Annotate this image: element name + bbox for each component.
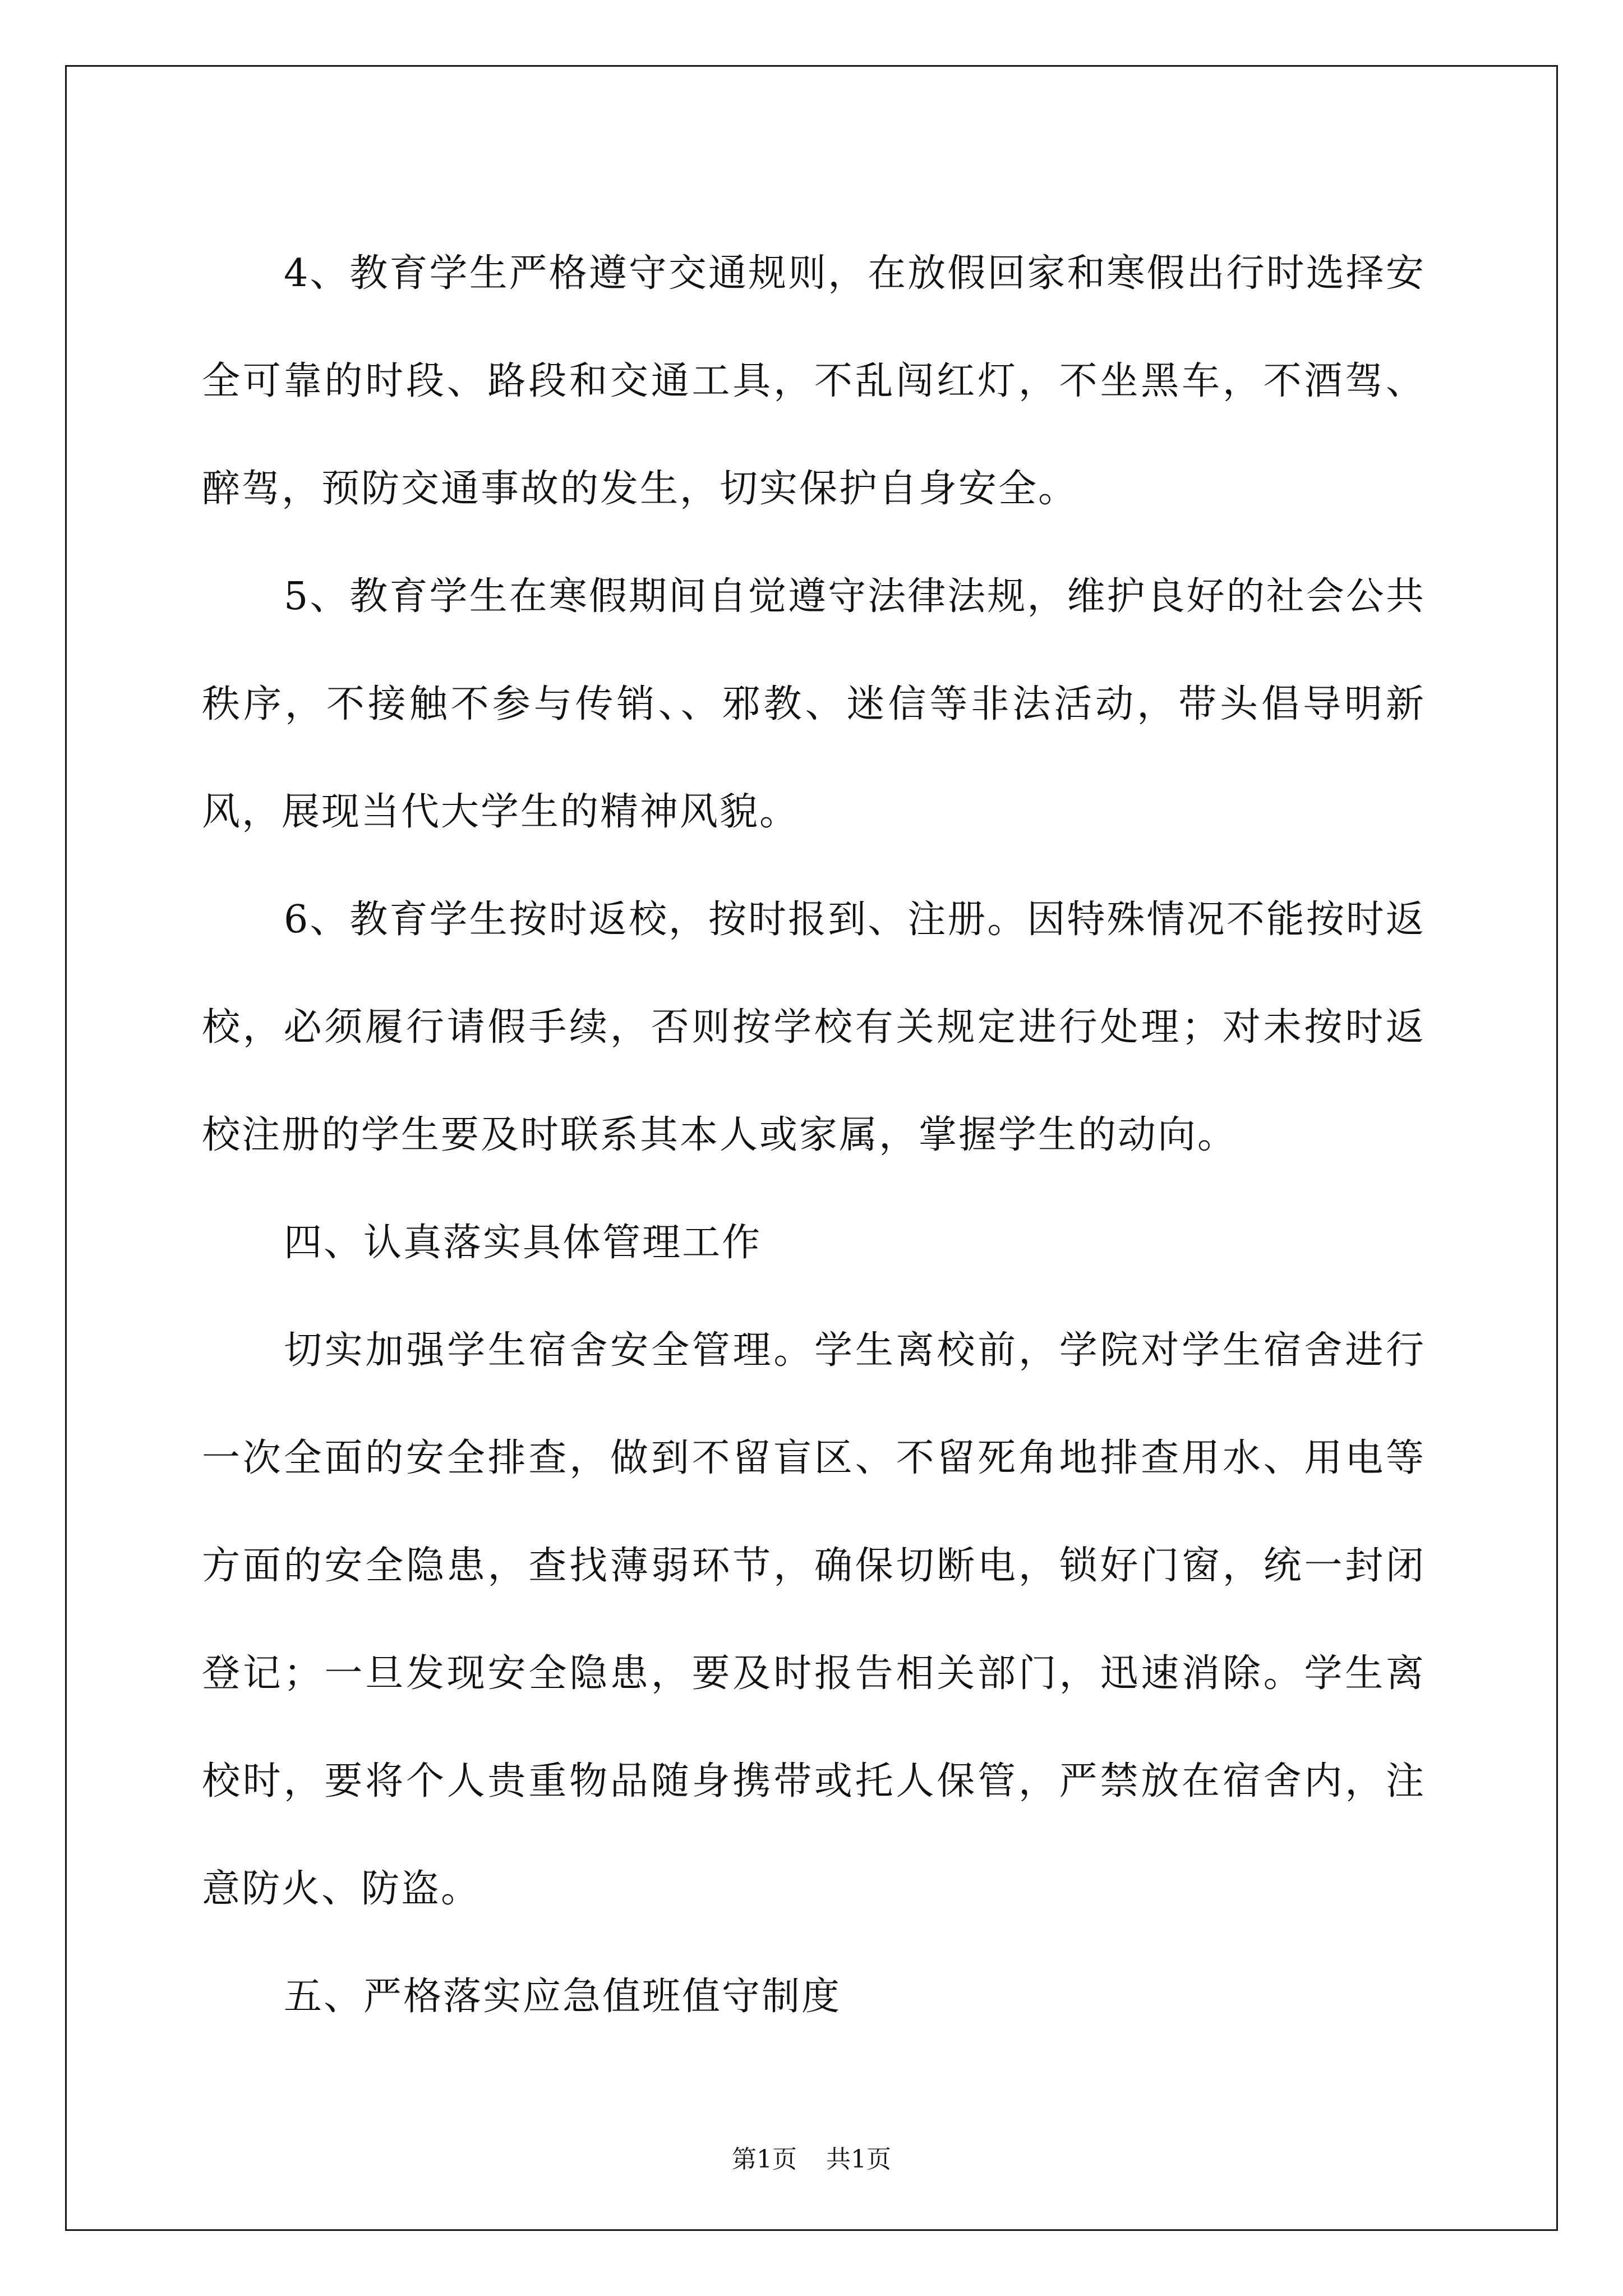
paragraph-law-compliance: 5、教育学生在寒假期间自觉遵守法律法规，维护良好的社会公共秩序，不接触不参与传销、、邪教、迷信等非法活动，带头倡导明新风，展现当代大学生的精神风貌。 [202, 574, 1426, 834]
paragraph-traffic-rules: 4、教育学生严格遵守交通规则，在放假回家和寒假出行时选择安全可靠的时段、路段和交通工具，不乱闯红灯，不坐黑车，不酒驾、醉驾，预防交通事故的发生，切实保护自身安全。 [202, 251, 1426, 511]
paragraph-dormitory-safety: 切实加强学生宿舍安全管理。学生离校前，学院对学生宿舍进行一次全面的安全排查，做到不留盲区、不留死角地排查用水、用电等方面的安全隐患，查找薄弱环节，确保切断电，锁好门窗，统一封闭登记；一旦发现安全隐患，要及时报告相关部门，迅速消除。学生离校时，要将个人贵重物品随身携带或托人保管，严禁放在宿舍内，注意防火、防盗。 [202, 1328, 1426, 1911]
paragraph-return-to-school: 6、教育学生按时返校，按时报到、注册。因特殊情况不能按时返校，必须履行请假手续，否则按学校有关规定进行处理；对未按时返校注册的学生要及时联系其本人或家属，掌握学生的动向。 [202, 898, 1426, 1157]
document-body [202, 220, 1426, 2051]
page-total: 共1页 [826, 2145, 891, 2174]
page-number: 第1页 [732, 2145, 797, 2174]
section-heading-management: 四、认真落实具体管理工作 [284, 1221, 762, 1265]
section-heading-duty-system: 五、严格落实应急值班值守制度 [284, 1975, 842, 2019]
page-footer [0, 2139, 1623, 2175]
